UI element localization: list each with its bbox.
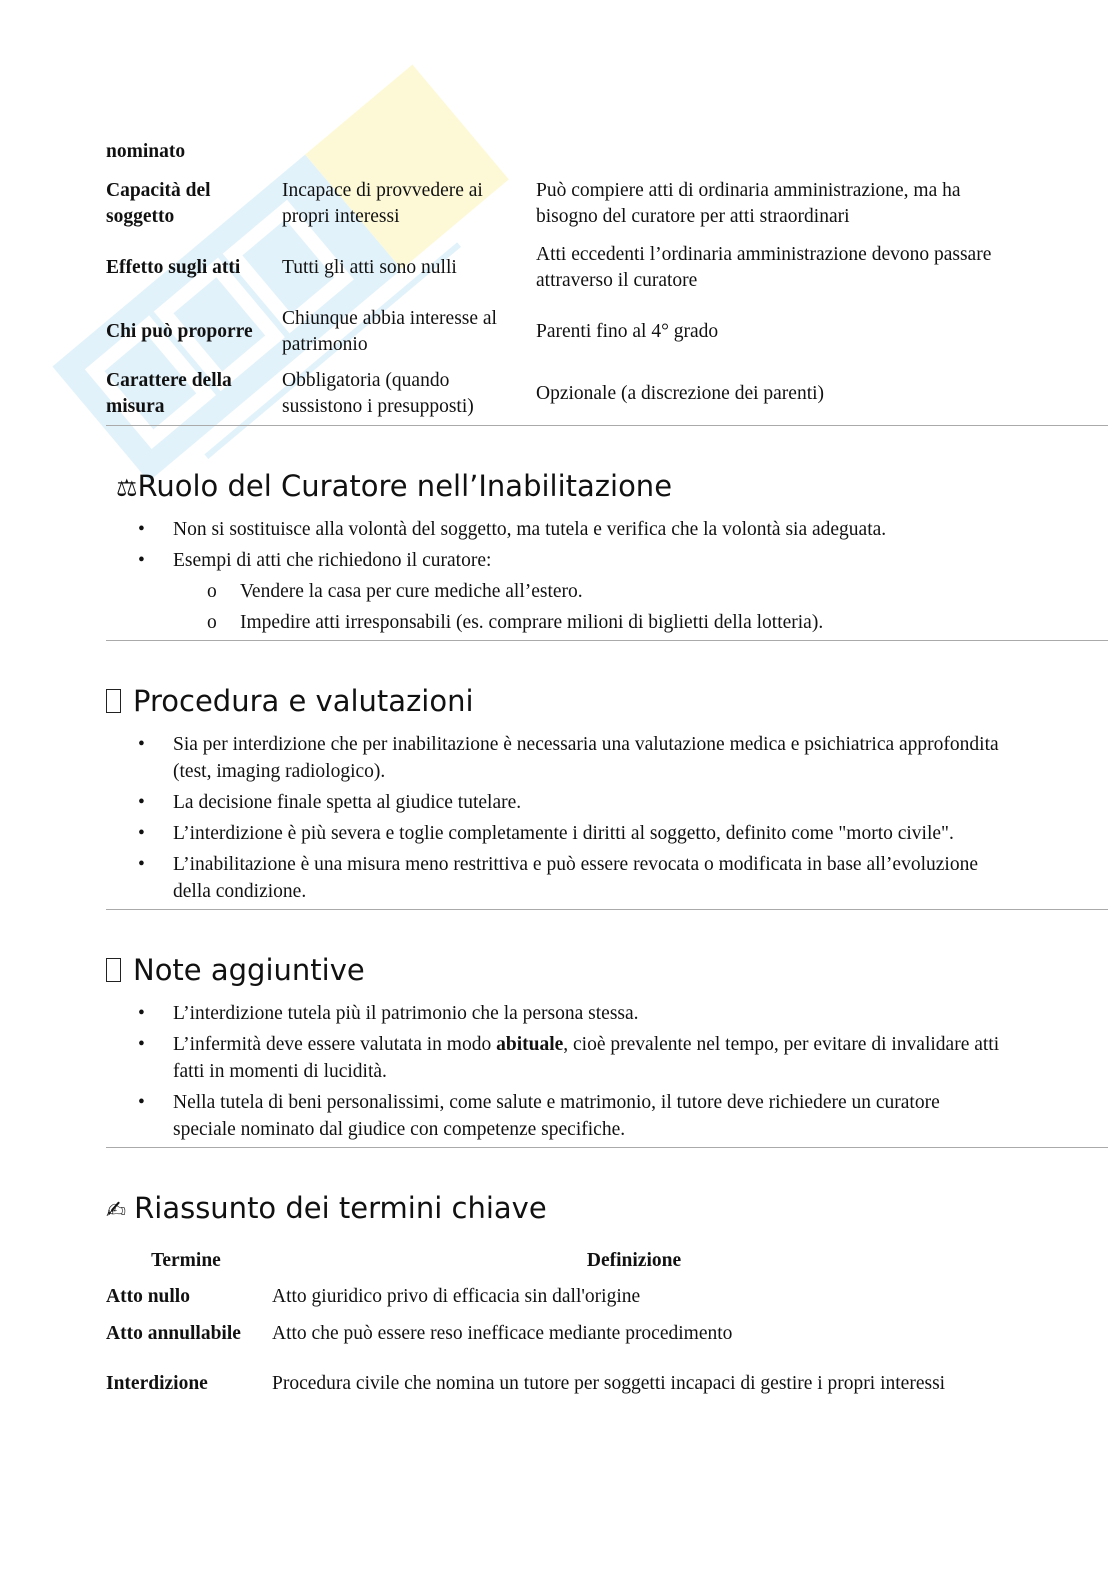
cell-inabilitazione: Può compiere atti di ordinaria amministrazione, ma ha bisogno del curatore per atti straordinari xyxy=(536,180,961,227)
bullet: • xyxy=(138,854,145,875)
cell-interdizione: Chiunque abbia interesse al patrimonio xyxy=(282,307,497,355)
list-item xyxy=(106,1031,1006,1085)
table-row xyxy=(106,1315,1002,1352)
cell-interdizione: Incapace di provvedere ai propri interessi xyxy=(282,180,483,227)
heading-text: Procedura e valutazioni xyxy=(133,684,474,718)
table-header xyxy=(106,1244,1002,1278)
heading-text: Riassunto dei termini chiave xyxy=(134,1191,547,1225)
list-item xyxy=(106,1089,1006,1143)
writing-hand-icon: ✍ xyxy=(106,1196,127,1224)
bold-term: abituale xyxy=(496,1034,564,1055)
heading-procedura xyxy=(106,683,1108,719)
row-label: Capacità del soggetto xyxy=(106,180,211,227)
divider xyxy=(106,909,1108,910)
list-item xyxy=(106,820,1006,847)
item-text: Non si sostituisce alla volontà del soggetto, ma tutela e verifica che la volontà sia adeguata. xyxy=(173,519,887,540)
sub-list-item xyxy=(106,578,1006,605)
row-label: Chi può proporre xyxy=(106,320,253,342)
item-text: L’inabilitazione è una misura meno restrittiva e può essere revocata o modificata in base all’evoluzione della condizione. xyxy=(173,854,978,902)
divider xyxy=(106,1147,1108,1148)
bullet: • xyxy=(138,823,145,844)
bullet: • xyxy=(138,1003,145,1024)
list-item xyxy=(106,789,1006,816)
bullet: • xyxy=(138,1092,145,1113)
cell-interdizione: Obbligatoria (quando sussistono i presupposti) xyxy=(282,370,474,417)
table-row xyxy=(106,363,1006,425)
list-item xyxy=(106,516,1006,543)
cell-interdizione: Tutti gli atti sono nulli xyxy=(282,257,457,278)
header-term: Termine xyxy=(151,1250,221,1271)
terms-table xyxy=(106,1244,1002,1415)
row-label: Effetto sugli atti xyxy=(106,257,241,278)
term: Atto nullo xyxy=(106,1285,190,1307)
curatore-list xyxy=(106,516,1006,636)
missing-glyph-icon xyxy=(106,689,121,713)
item-text: Nella tutela di beni personalissimi, come salute e matrimonio, il tutore deve richiedere un curatore speciale nominato dal giudice con competenze specifiche. xyxy=(173,1092,940,1140)
table-continuation: nominato xyxy=(106,141,186,162)
row-label: Carattere della misura xyxy=(106,370,232,417)
bullet: • xyxy=(138,550,145,571)
bullet: o xyxy=(207,612,217,633)
heading-note xyxy=(106,952,1108,988)
item-text: L’interdizione è più severa e toglie completamente i diritti al soggetto, definito come "morto civile". xyxy=(173,823,954,844)
list-item xyxy=(106,1000,1006,1027)
item-text: Sia per interdizione che per inabilitazione è necessaria una valutazione medica e psichiatrica approfondita (test, imaging radiologico). xyxy=(173,734,999,782)
divider xyxy=(106,640,1108,641)
note-list xyxy=(106,1000,1006,1143)
divider xyxy=(106,425,1108,426)
missing-glyph-icon xyxy=(106,958,121,982)
scales-icon: ⚖ xyxy=(116,474,138,502)
list-item xyxy=(106,547,1006,574)
procedura-list xyxy=(106,731,1006,905)
bullet: • xyxy=(138,792,145,813)
definition: Atto giuridico privo di efficacia sin dall'origine xyxy=(272,1285,641,1307)
cell-inabilitazione: Parenti fino al 4° grado xyxy=(536,320,719,342)
definition: Atto che può essere reso inefficace mediante procedimento xyxy=(272,1322,733,1344)
item-text: L’interdizione tutela più il patrimonio che la persona stessa. xyxy=(173,1003,639,1024)
cell-inabilitazione: Atti eccedenti l’ordinaria amministrazione devono passare attraverso il curatore xyxy=(536,244,992,291)
item-text: Vendere la casa per cure mediche all’estero. xyxy=(240,581,583,602)
item-text: Impedire atti irresponsabili (es. comprare milioni di biglietti della lotteria). xyxy=(240,612,824,633)
comparison-table xyxy=(106,172,1006,425)
list-item xyxy=(106,851,1006,905)
bullet: o xyxy=(207,581,217,602)
sub-list-item xyxy=(106,609,1006,636)
item-text: , cioè prevalente nel tempo, per evitare di invalidare atti fatti in momenti di lucidità. xyxy=(173,1034,1000,1082)
table-row xyxy=(106,1278,1002,1315)
table-row xyxy=(106,300,1006,363)
heading-text: Note aggiuntive xyxy=(133,953,365,987)
list-item xyxy=(106,731,1006,785)
heading-curatore xyxy=(116,468,1108,506)
cell-inabilitazione: Opzionale (a discrezione dei parenti) xyxy=(536,383,825,404)
item-text: L’infermità deve essere valutata in modo xyxy=(173,1034,497,1055)
table-row xyxy=(106,172,1006,236)
bullet: • xyxy=(138,1034,145,1055)
table-row xyxy=(106,236,1006,300)
term: Atto annullabile xyxy=(106,1322,241,1344)
header-definition: Definizione xyxy=(586,1250,682,1271)
heading-text: Ruolo del Curatore nell’Inabilitazione xyxy=(137,469,673,503)
heading-termini xyxy=(106,1190,1108,1228)
bullet: • xyxy=(138,519,145,540)
document-page xyxy=(106,0,1108,1415)
term: Interdizione xyxy=(106,1372,208,1394)
bullet: • xyxy=(138,734,145,755)
item-text: Esempi di atti che richiedono il curatore: xyxy=(173,550,492,571)
definition: Procedura civile che nomina un tutore per soggetti incapaci di gestire i propri interessi xyxy=(272,1372,946,1394)
item-text: La decisione finale spetta al giudice tutelare. xyxy=(173,792,522,813)
table-row xyxy=(106,1352,1002,1415)
